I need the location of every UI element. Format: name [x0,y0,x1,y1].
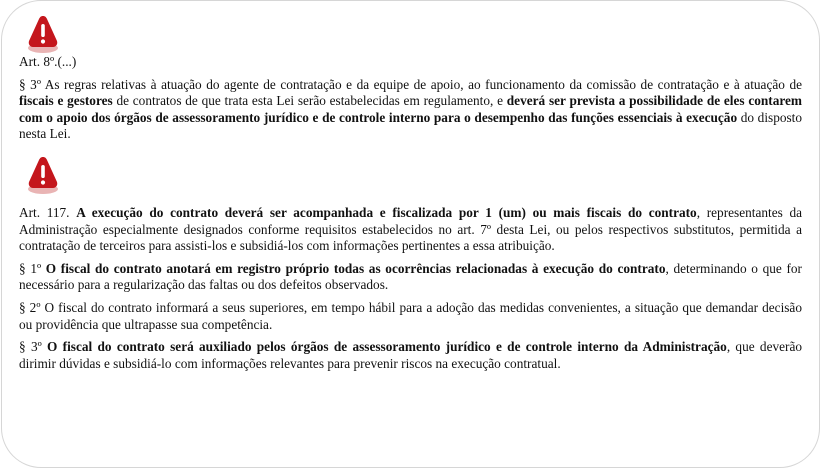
warning-icon [27,155,59,195]
article-8-paragraph-3 [19,77,802,143]
bold-run: deverá ser prevista a possibilidade de eles contarem com o apoio dos órgãos de assessoramento jurídico e de controle interno para o desempenho das funções essenciais à execução [19,93,802,125]
bold-run: A execução do contrato deverá ser acompanhada e fiscalizada por 1 (um) ou mais fiscais do contrato [76,204,697,220]
text-run: Art. 117. [19,204,77,220]
bold-run: O fiscal do contrato será auxiliado pelos órgãos de assessoramento jurídico e de controle interno da Administração [47,339,727,355]
article-117-paragraph-1 [19,261,802,294]
bold-run: fiscais e gestores [19,93,113,109]
text-run: § 3º As regras relativas à atuação do agente de contratação e da equipe de apoio, ao funcionamento da comissão de contratação e à atuação de [19,76,802,92]
article-117-caput [19,205,802,255]
text-run: do disposto nesta Lei. [19,109,803,142]
article-117-paragraph-2 [19,300,802,333]
text-run: de contratos de que trata esta Lei serão estabelecidas em regulamento, e [112,93,507,109]
text-run: , representantes da Administração especialmente designados conforme requisitos estabelecidos no art. 7º desta Lei, ou pelos respectivos substitutos, permitida a contratação de terceiros para assisti-los e subsidiá-los com informações pertinentes a essa atribuição. [19,204,803,254]
text-run: § 3º [19,339,48,355]
article-8-heading: Art. 8º.(...) [19,54,77,69]
warning-icon [27,14,59,54]
document-content [19,14,802,372]
article-117-paragraph-3 [19,339,802,372]
text-run: § 1º [19,260,46,276]
bold-run: O fiscal do contrato anotará em registro próprio todas as ocorrências relacionadas à execução do contrato [45,260,666,276]
text-run: § 2º O fiscal do contrato informará a seus superiores, em tempo hábil para a adoção das medidas convenientes, a situação que demandar decisão ou providência que ultrapasse sua competência. [19,299,802,332]
text-run: , determinando o que for necessário para a regularização das faltas ou dos defeitos observados. [19,260,802,293]
text-run: , que deverão dirimir dúvidas e subsidiá-lo com informações relevantes para prevenir riscos na execução contratual. [19,339,802,371]
